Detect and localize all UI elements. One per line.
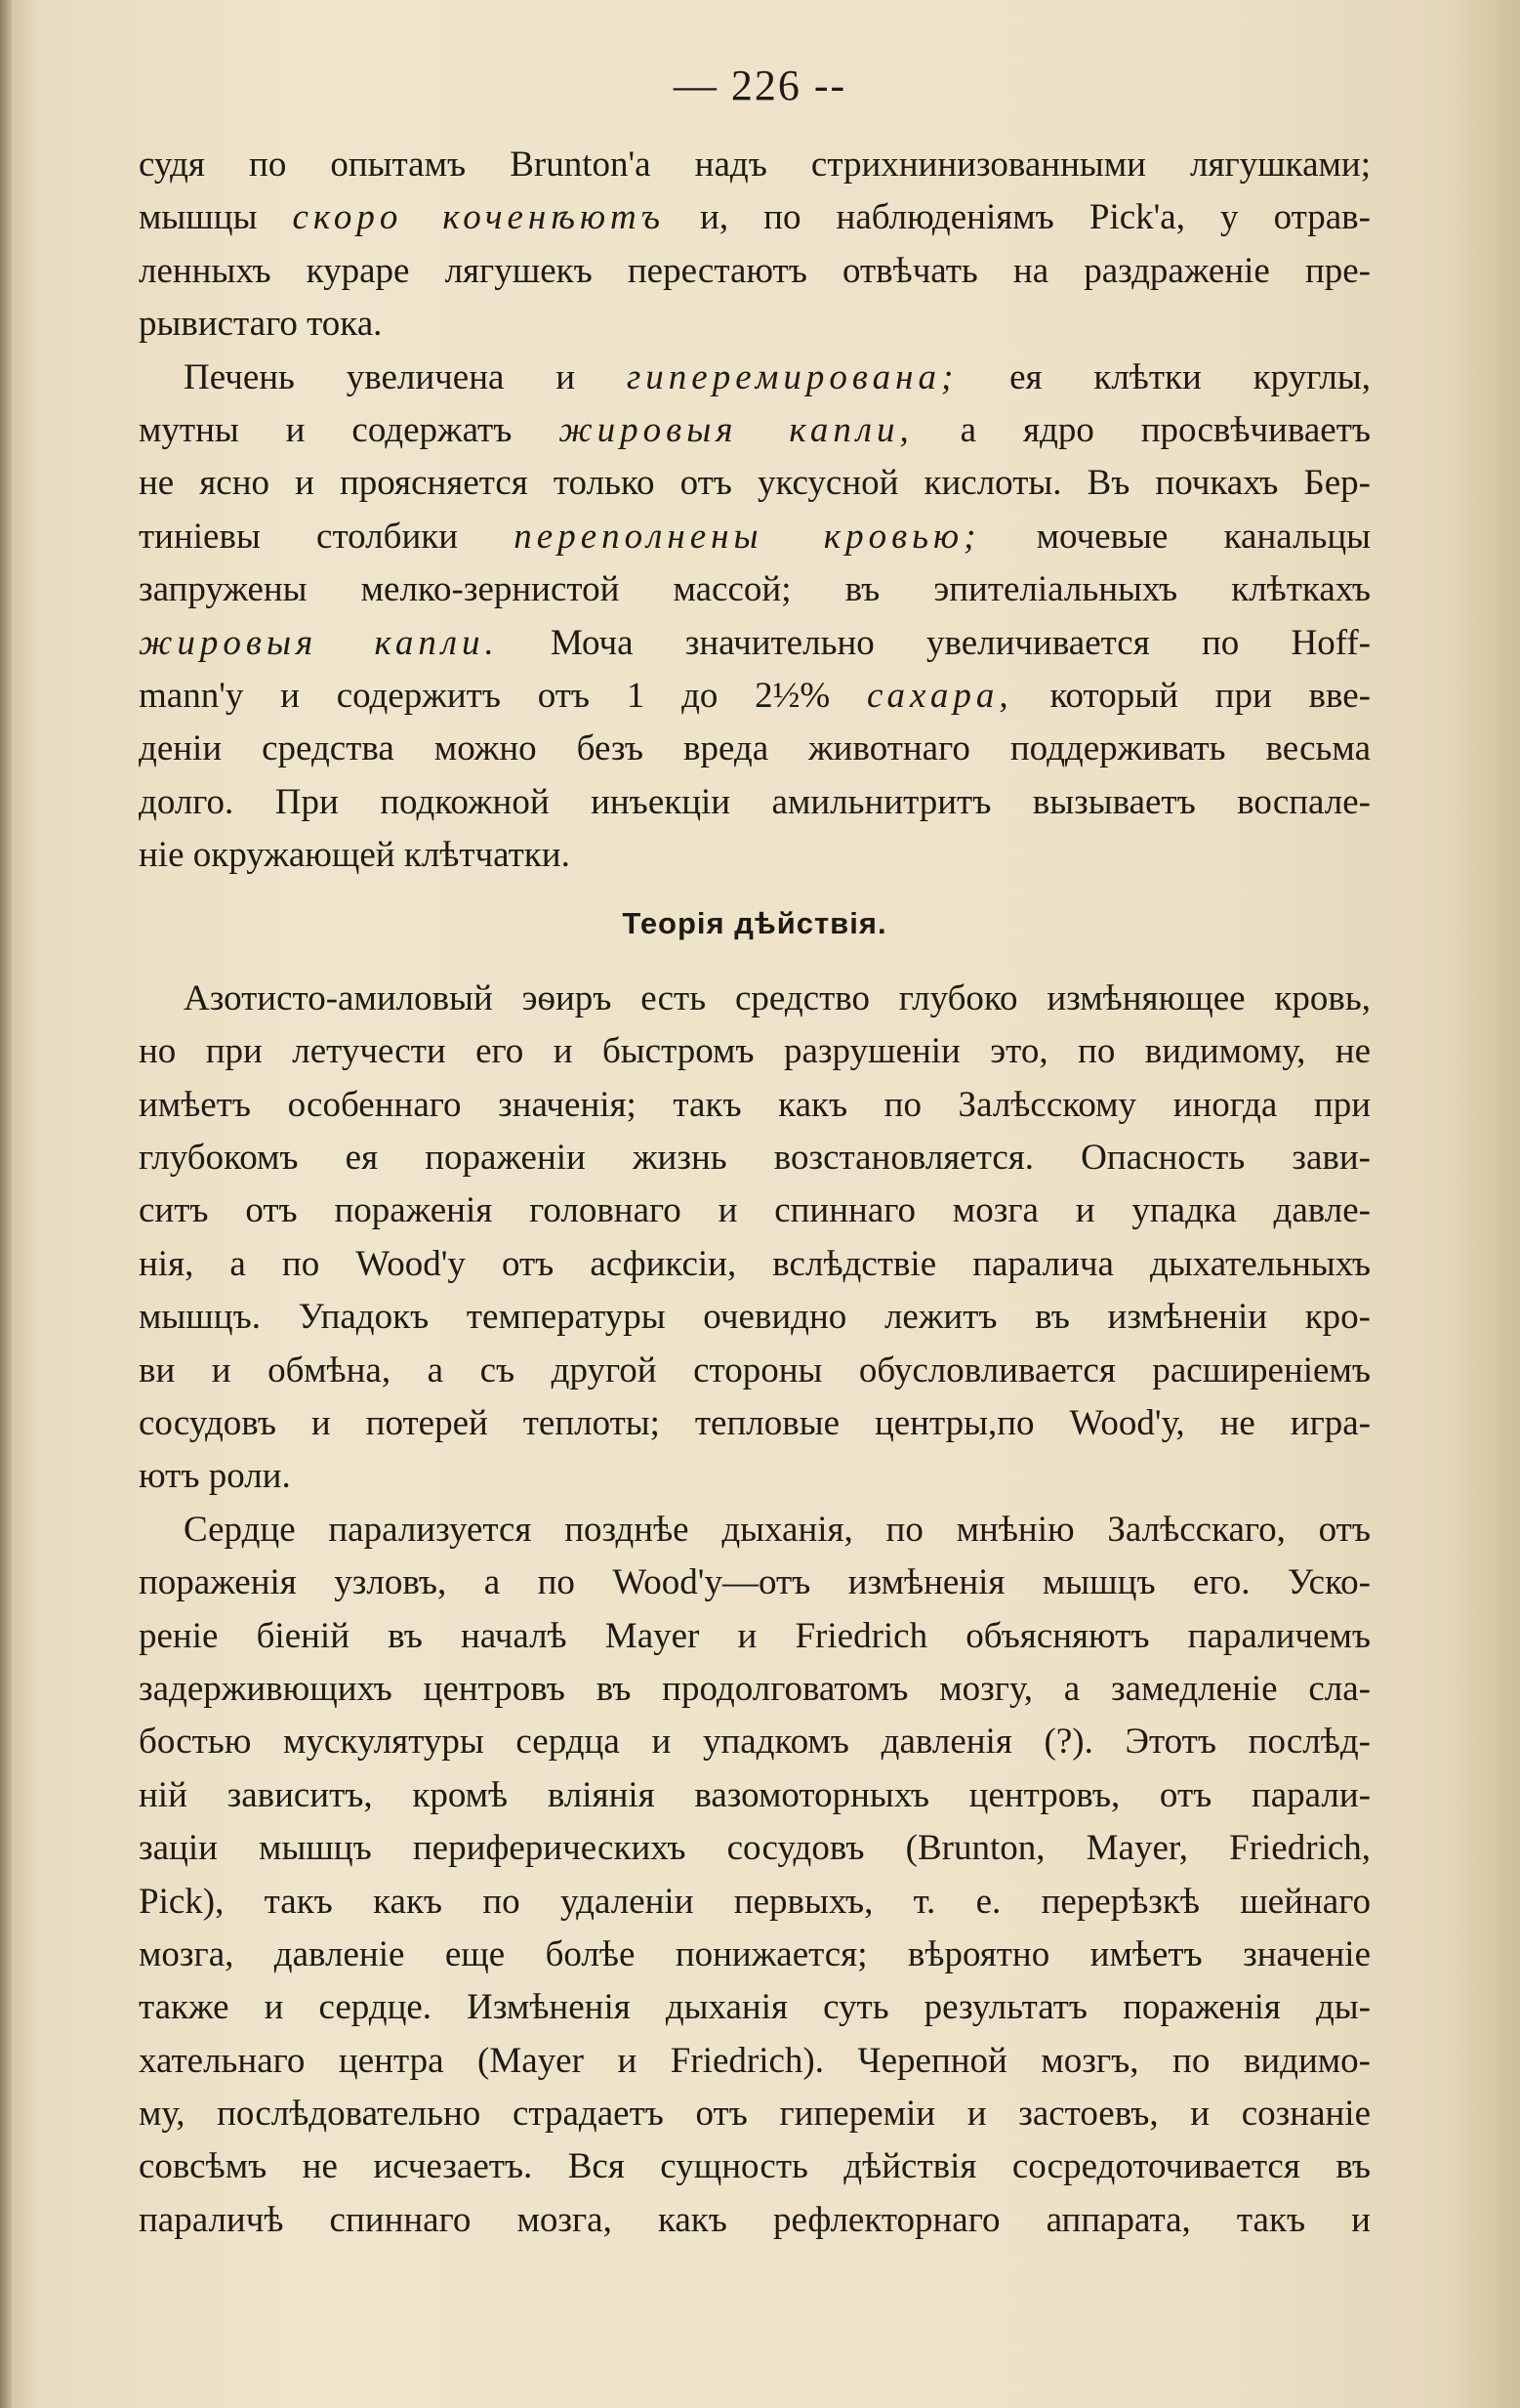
text-line: тиніевы столбики переполнены кровью; мочевые канальцы bbox=[139, 516, 1371, 557]
text-line: Сердце парализуется позднѣе дыханiя, по мнѣнiю Залѣсскаго, отъ bbox=[184, 1509, 1371, 1550]
text-line: задерживющихъ центровъ въ продолговатомъ мозгу, а замедленiе сла- bbox=[139, 1668, 1371, 1709]
text-line: денiи средства можно безъ вреда животнаго поддерживать весьма bbox=[139, 728, 1371, 769]
text-line: Печень увеличена и гиперемирована; ея клѣтки круглы, bbox=[184, 356, 1372, 397]
page-number: — 226 -- bbox=[673, 62, 847, 109]
text-line: мозга, давленiе еще болѣе понижается; вѣроятно имѣетъ значенiе bbox=[139, 1933, 1371, 1974]
text-line: mann'у и содержитъ отъ 1 до 2½% сахара, который при вве- bbox=[139, 675, 1371, 716]
emphasis: жировыя капли, bbox=[558, 409, 914, 450]
text-line: ви и обмѣна, а съ другой стороны обусловливается расширенiемъ bbox=[139, 1349, 1371, 1391]
text-line: также и сердце. Измѣненiя дыханiя суть результатъ пораженiя ды- bbox=[139, 1987, 1371, 2028]
text-line: долго. При подкожной инъекцiи амильнитритъ вызываетъ воспале- bbox=[139, 781, 1371, 822]
emphasis: сахара, bbox=[867, 675, 1013, 716]
text-line: Pick), такъ какъ по удаленiи первыхъ, т. е. перерѣзкѣ шейнаго bbox=[139, 1881, 1371, 1922]
text-line: нiя, а по Wood'у отъ асфиксiи, вслѣдствiе паралича дыхательныхъ bbox=[139, 1243, 1371, 1284]
text-line: сосудовъ и потерей теплоты; тепловые центры,по Wood'у, не игра- bbox=[139, 1402, 1371, 1443]
body-text bbox=[139, 139, 1371, 2247]
text-line: мышцы скоро коченѣютъ и, по наблюденiямъ Pick'a, у отрав- bbox=[139, 197, 1371, 238]
section-heading: Теорiя дѣйствiя. bbox=[622, 906, 887, 941]
text-line: нiе окружающей клѣтчатки. bbox=[139, 835, 570, 876]
text-line: бостью мускулятуры сердца и упадкомъ давленiя (?). Этотъ послѣд- bbox=[139, 1722, 1371, 1763]
text-line: Азотисто-амиловый эѳиръ есть средство глубоко измѣняющее кровь, bbox=[184, 977, 1371, 1018]
text-line: нiй зависитъ, кромѣ влiянiя вазомоторныхъ центровъ, отъ парали- bbox=[139, 1774, 1371, 1815]
text-line: имѣетъ особеннаго значенiя; такъ какъ по Залѣсскому иногда при bbox=[139, 1084, 1371, 1125]
emphasis: жировыя капли. bbox=[139, 622, 499, 663]
text-line: но при летучести его и быстромъ разрушенiи это, по видимому, не bbox=[139, 1031, 1371, 1072]
page-edge bbox=[0, 0, 12, 2408]
text-line: рывистаго тока. bbox=[139, 304, 383, 345]
text-line: пораженiя узловъ, а по Wood'у—отъ измѣненiя мышцъ его. Уско- bbox=[139, 1562, 1371, 1603]
text-line: глубокомъ ея пораженiи жизнь возстановляется. Опасность зави- bbox=[139, 1138, 1371, 1179]
text-line: не ясно и проясняется только отъ уксусной кислоты. Въ почкахъ Бер- bbox=[139, 463, 1371, 504]
emphasis: гиперемирована; bbox=[626, 356, 959, 397]
text-line: ситъ отъ пораженiя головнаго и спиннаго мозга и упадка давле- bbox=[139, 1190, 1371, 1231]
text-line: ленныхъ кураре лягушекъ перестаютъ отвѣчать на раздраженiе пре- bbox=[139, 250, 1371, 291]
text-line: ютъ роли. bbox=[139, 1456, 291, 1497]
text-line: хательнаго центра (Mayer и Friedrich). Черепной мозгъ, по видимо- bbox=[139, 2040, 1371, 2081]
emphasis: переполнены кровью; bbox=[514, 516, 981, 557]
text-line: ренiе бiенiй въ началѣ Mayer и Friedrich объясняютъ параличемъ bbox=[139, 1615, 1371, 1656]
text-line: параличѣ спиннаго мозга, какъ рефлекторнаго аппарата, такъ и bbox=[139, 2199, 1371, 2240]
text-line: му, послѣдовательно страдаетъ отъ гиперемiи и застоевъ, и сознанiе bbox=[139, 2094, 1371, 2135]
text-line: мышцъ. Упадокъ температуры очевидно лежитъ въ измѣненiи кро- bbox=[139, 1297, 1371, 1338]
text-line: запружены мелко-зернистой массой; въ эпителiальныхъ клѣткахъ bbox=[139, 569, 1371, 610]
text-line: мутны и содержатъ жировыя капли, а ядро просвѣчиваетъ bbox=[139, 409, 1371, 450]
text-line: жировыя капли. Моча значительно увеличивается по Hoff- bbox=[139, 622, 1371, 663]
emphasis: скоро коченѣютъ bbox=[292, 197, 665, 238]
text-line: судя по опытамъ Brunton'a надъ стрихнинизованными лягушками; bbox=[139, 145, 1371, 185]
text-line: зацiи мышцъ периферическихъ сосудовъ (Brunton, Mayer, Friedrich, bbox=[139, 1828, 1371, 1869]
text-line: совсѣмъ не исчезаетъ. Вся сущность дѣйствiя сосредоточивается въ bbox=[139, 2146, 1371, 2187]
